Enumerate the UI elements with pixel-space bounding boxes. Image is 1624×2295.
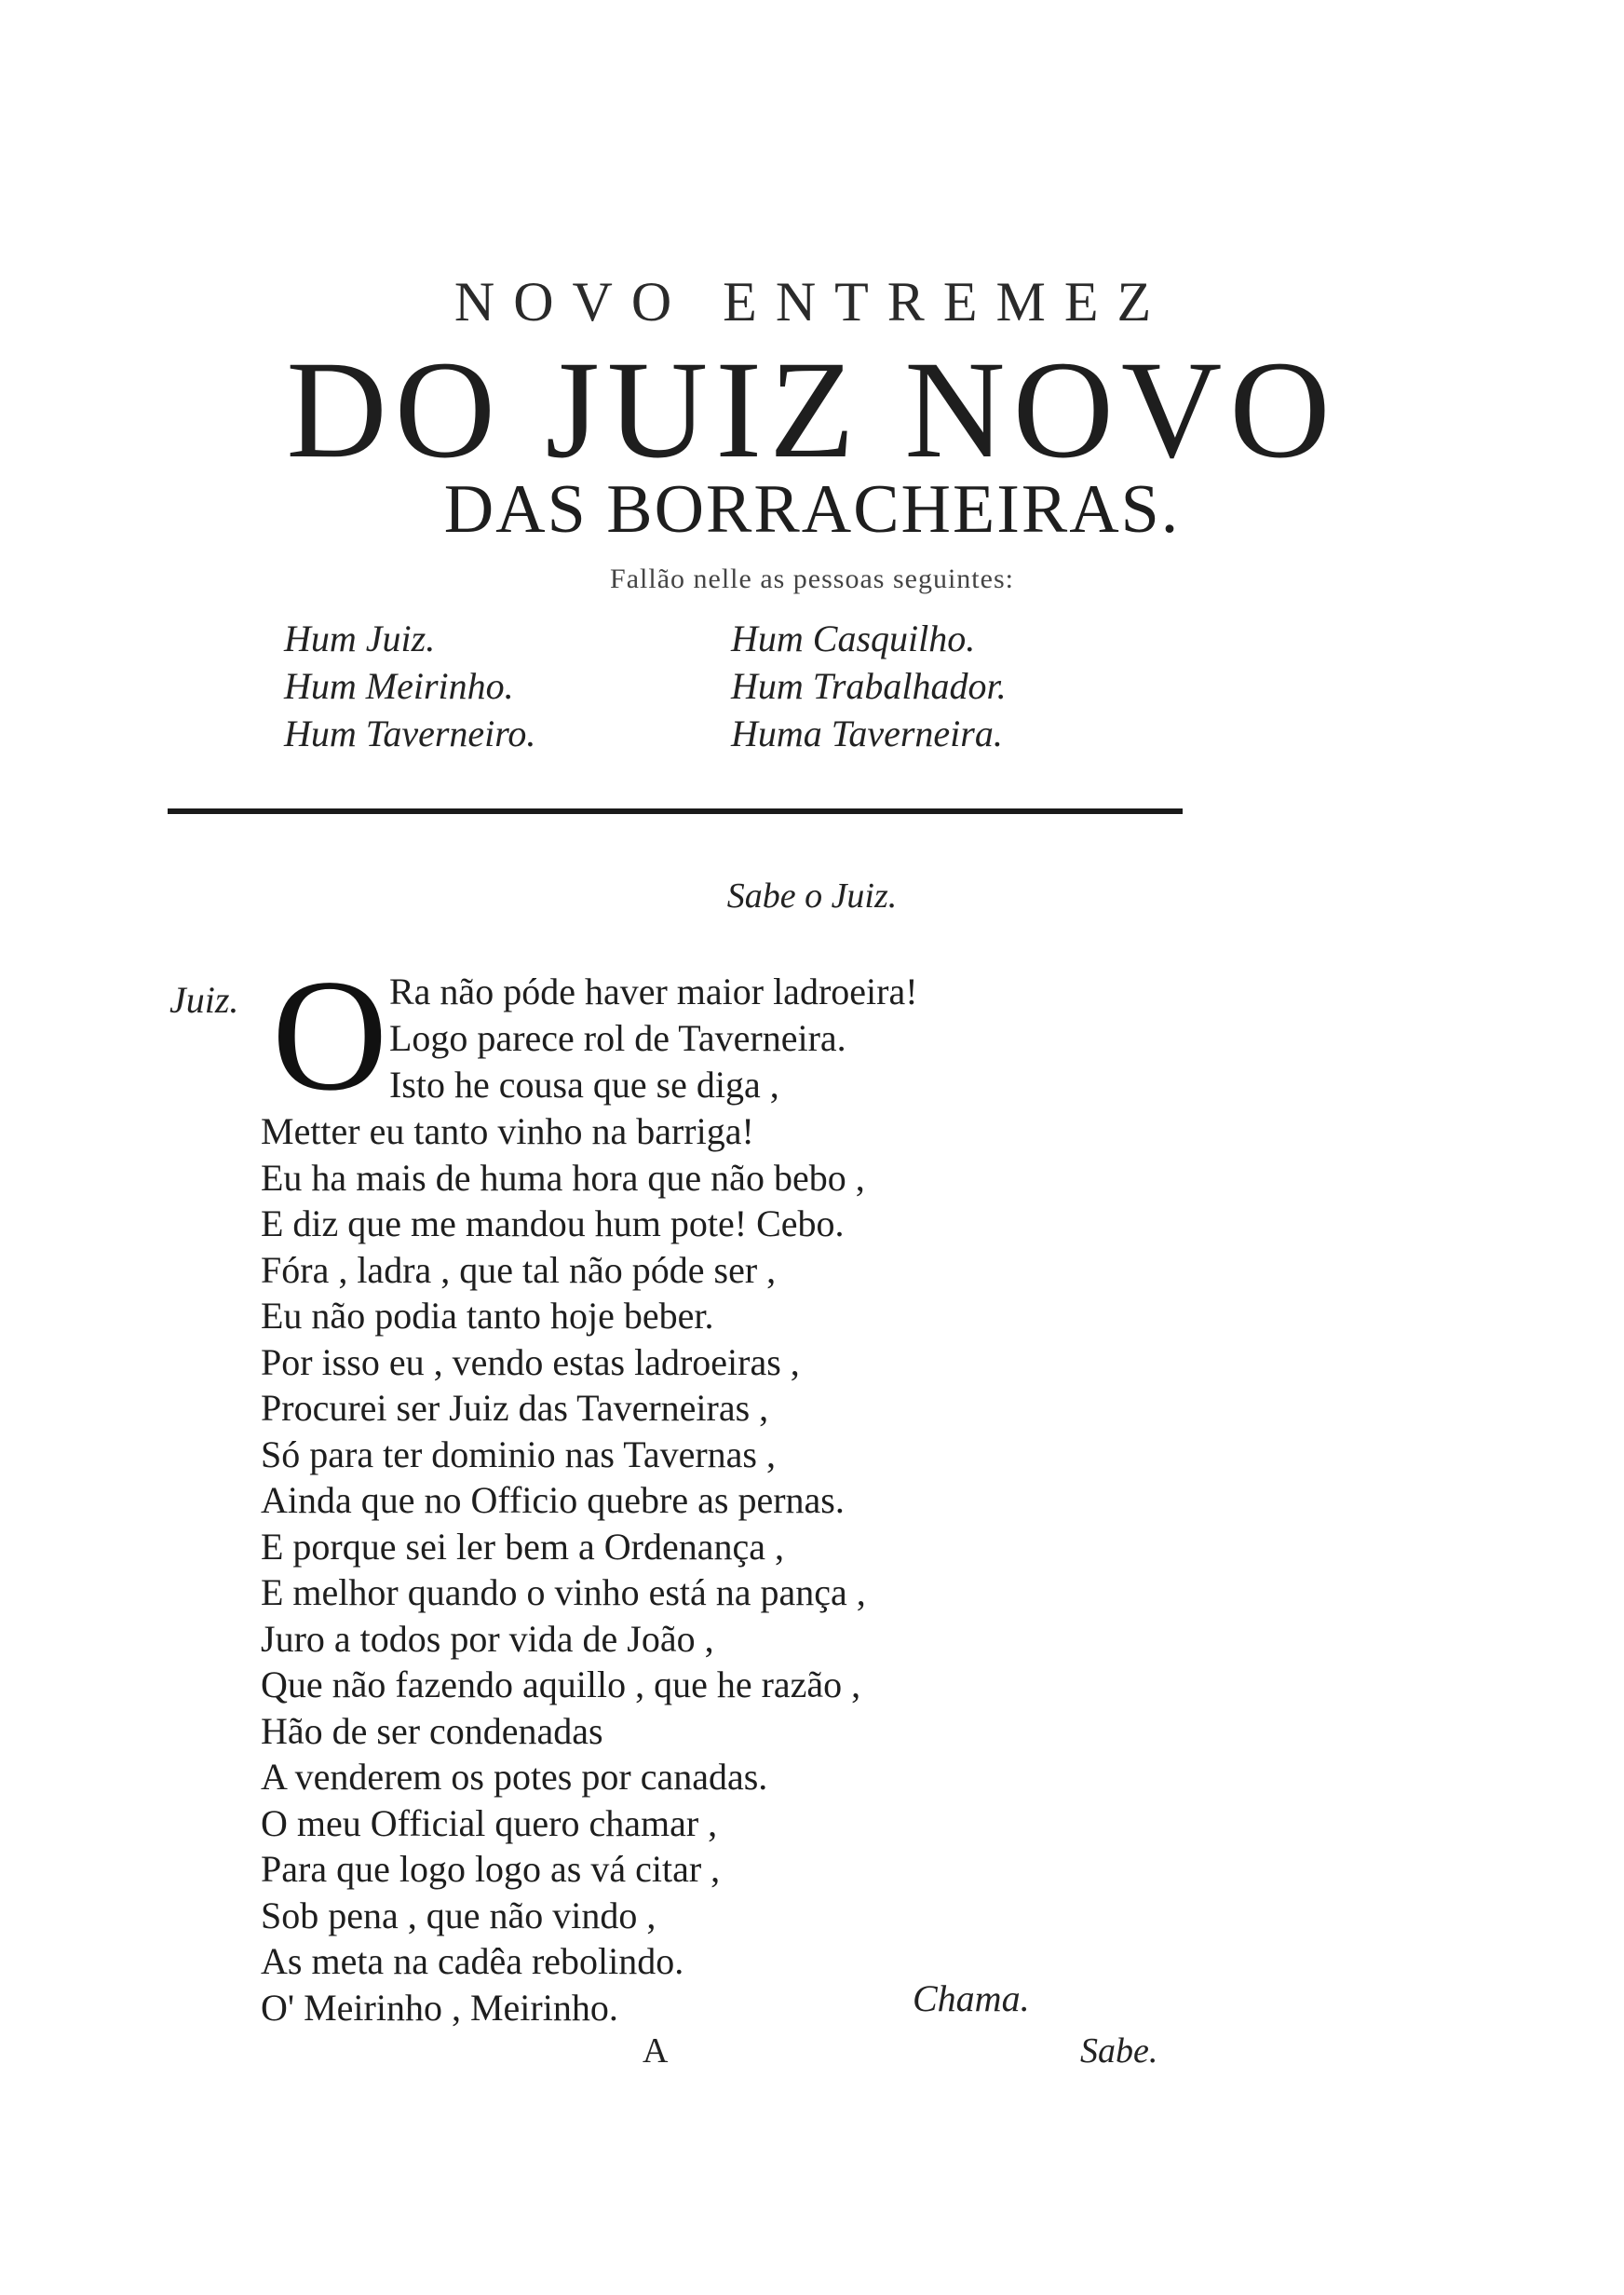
verse-line: Juro a todos por vida de João ,	[261, 1617, 714, 1660]
title-line-1: NOVO ENTREMEZ	[453, 271, 1171, 333]
verse-body	[261, 1108, 866, 2030]
verse-line: Eu ha mais de huma hora que não bebo ,	[261, 1156, 865, 1199]
signature-mark: A	[643, 2031, 669, 2071]
verse-line: Eu não podia tanto hoje beber.	[261, 1295, 714, 1337]
cast-item: Hum Casquilho.	[731, 618, 976, 659]
stage-direction: Sabe o Juiz.	[726, 876, 898, 916]
verse-line: Só para ter dominio nas Tavernas ,	[261, 1433, 776, 1475]
verse-line: E diz que me mandou hum pote! Cebo.	[261, 1202, 845, 1244]
verse-line: Fóra , ladra , que tal não póde ser ,	[261, 1248, 777, 1291]
cast-item: Huma Taverneira.	[731, 713, 1003, 754]
verse-line: O' Meirinho , Meirinho.	[261, 1986, 618, 2029]
verse-line: Para que logo logo as vá citar ,	[261, 1848, 721, 1890]
verse-line: Ra não póde haver maior ladroeira!	[389, 971, 918, 1012]
cast-item: Hum Meirinho.	[284, 665, 514, 707]
verse-line: Ainda que no Officio quebre as pernas.	[261, 1479, 845, 1521]
drop-cap: O	[272, 947, 388, 1124]
verse-line: As meta na cadêa rebolindo.	[261, 1940, 684, 1982]
verse-line: Logo parece rol de Taverneira.	[389, 1017, 846, 1059]
speakers-intro: Fallão nelle as pessoas seguintes:	[610, 564, 1014, 594]
cast-item: Hum Trabalhador.	[731, 665, 1007, 707]
verse-line: E porque sei ler bem a Ordenança ,	[261, 1525, 784, 1568]
catchword: Sabe.	[1080, 2031, 1158, 2071]
title-line-3: DAS BORRACHEIRAS.	[443, 471, 1181, 548]
verse-line: Procurei ser Juiz das Taverneiras ,	[261, 1387, 769, 1429]
verse-line: Metter eu tanto vinho na barriga!	[261, 1110, 754, 1152]
verse-line: A venderem os potes por canadas.	[261, 1756, 768, 1798]
cast-item: Hum Taverneiro.	[284, 713, 536, 754]
cast-list	[284, 615, 1122, 757]
verse-line: Isto he cousa que se diga ,	[389, 1064, 779, 1106]
verse-line: Hão de ser condenadas	[261, 1709, 603, 1752]
verse-opening	[389, 969, 918, 1108]
verse-line: Que não fazendo aquillo , que he razão ,	[261, 1664, 861, 1705]
speaker-label: Juiz.	[169, 979, 239, 1021]
inline-stage-direction: Chama.	[913, 1977, 1030, 2019]
verse-line: Sob pena , que não vindo ,	[261, 1894, 656, 1936]
verse-line: O meu Official quero chamar ,	[261, 1801, 718, 1844]
cast-item: Hum Juiz.	[284, 618, 436, 659]
verse-line: Por isso eu , vendo estas ladroeiras ,	[261, 1340, 800, 1383]
divider-rule	[168, 808, 1183, 814]
verse-line: E melhor quando o vinho está na pança ,	[261, 1571, 866, 1613]
title-line-2: DO JUIZ NOVO	[286, 333, 1338, 487]
